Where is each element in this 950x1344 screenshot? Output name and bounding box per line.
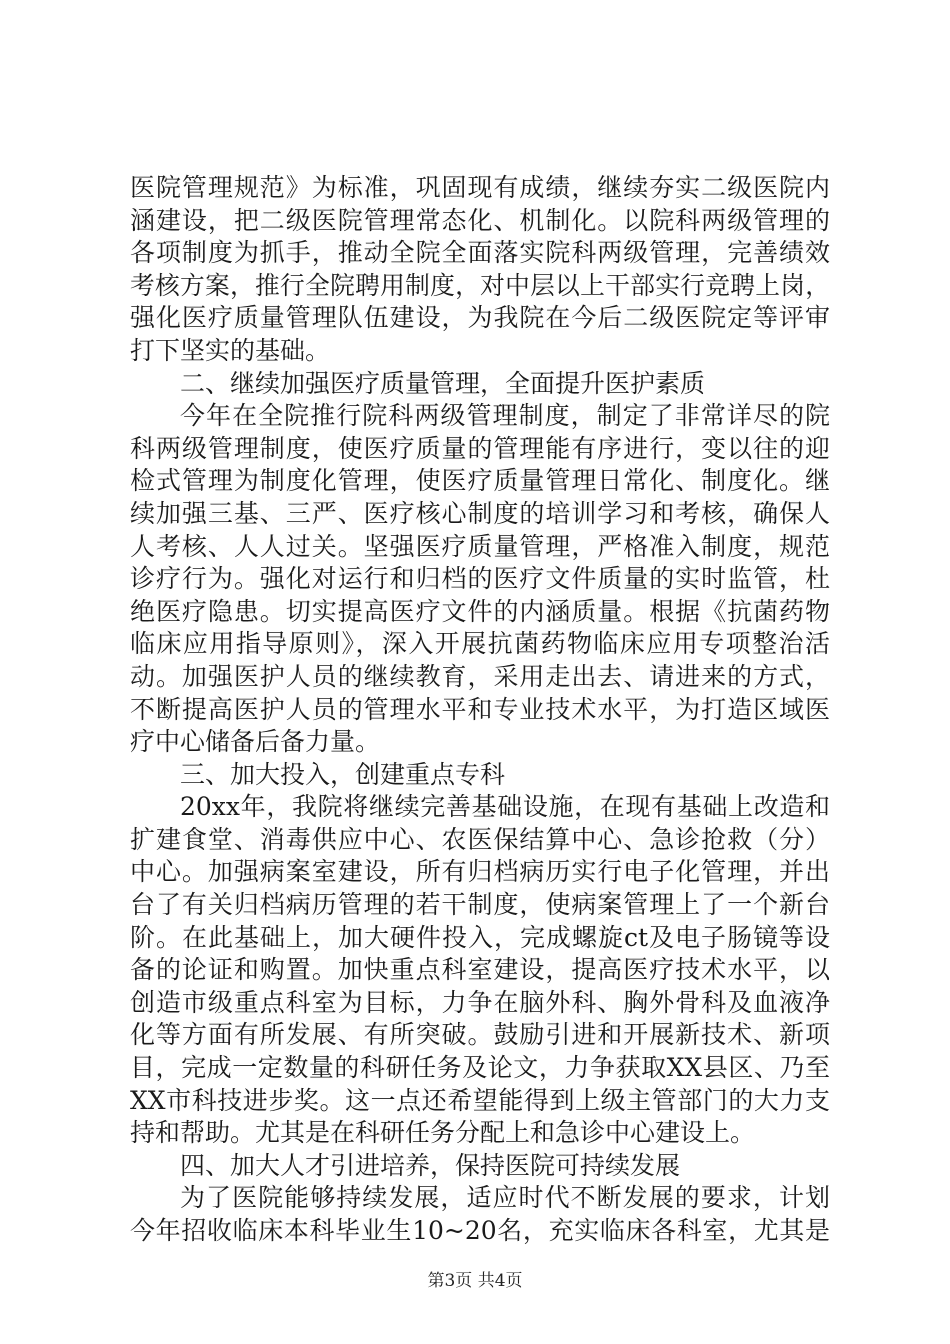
text-line: 打下坚实的基础。 <box>130 335 331 365</box>
text-line: 化等方面有所发展、有所突破。鼓励引进和开展新技术、新项 <box>130 1020 830 1050</box>
text-line: 科两级管理制度，使医疗质量的管理能有序进行，变以往的迎 <box>130 433 830 463</box>
text-line: 涵建设，把二级医院管理常态化、机制化。以院科两级管理的 <box>130 205 830 235</box>
section-heading: 三、加大投入，创建重点专科 <box>180 759 506 789</box>
text-line: 医院管理规范》为标准，巩固现有成绩，继续夯实二级医院内 <box>130 173 830 202</box>
text-line: 临床应用指导原则》，深入开展抗菌药物临床应用专项整治活 <box>130 629 830 659</box>
text-line: 台了有关归档病历管理的若干制度，使病案管理上了一个新台 <box>130 890 830 920</box>
text-line: 创造市级重点科室为目标，力争在脑外科、胸外骨科及血液净 <box>130 987 830 1017</box>
text-line: 20xx年，我院将继续完善基础设施，在现有基础上改造和 <box>180 792 830 822</box>
text-line: 为了医院能够持续发展，适应时代不断发展的要求，计划 <box>180 1183 830 1213</box>
text-line: 今年招收临床本科毕业生10~20名，充实临床各科室，尤其是 <box>130 1216 830 1245</box>
text-line: 阶。在此基础上，加大硬件投入，完成螺旋ct及电子肠镜等设 <box>130 922 830 952</box>
text-line: 持和帮助。尤其是在科研任务分配上和急诊中心建设上。 <box>130 1118 756 1148</box>
text-line: 续加强三基、三严、医疗核心制度的培训学习和考核，确保人 <box>130 498 830 528</box>
text-line: 目，完成一定数量的科研任务及论文，力争获取XX县区、乃至 <box>130 1053 830 1083</box>
text-line: 人考核、人人过关。坚强医疗质量管理，严格准入制度，规范 <box>130 531 830 561</box>
document-body <box>130 172 830 1248</box>
section-heading: 二、继续加强医疗质量管理，全面提升医护素质 <box>180 368 706 398</box>
text-line: 中心。加强病案室建设，所有归档病历实行电子化管理，并出 <box>130 857 830 887</box>
text-line: 扩建食堂、消毒供应中心、农医保结算中心、急诊抢救（分） <box>130 824 830 854</box>
text-line: 诊疗行为。强化对运行和归档的医疗文件质量的实时监管，杜 <box>130 564 830 594</box>
page-footer: 第3页 共4页 <box>427 1271 523 1291</box>
text-line: 疗中心储备后备力量。 <box>130 727 381 757</box>
section-heading: 四、加大人才引进培养，保持医院可持续发展 <box>180 1150 681 1180</box>
text-line: 今年在全院推行院科两级管理制度，制定了非常详尽的院 <box>180 401 830 431</box>
text-line: 检式管理为制度化管理，使医疗质量管理日常化、制度化。继 <box>130 466 830 496</box>
text-line: 备的论证和购置。加快重点科室建设，提高医疗技术水平，以 <box>130 955 830 985</box>
text-line: 考核方案，推行全院聘用制度，对中层以上干部实行竞聘上岗， <box>130 270 830 300</box>
text-line: 各项制度为抓手，推动全院全面落实院科两级管理，完善绩效 <box>130 238 830 268</box>
text-line: 绝医疗隐患。切实提高医疗文件的内涵质量。根据《抗菌药物 <box>130 596 830 626</box>
text-line: 不断提高医护人员的管理水平和专业技术水平，为打造区域医 <box>130 694 830 724</box>
text-line: 动。加强医护人员的继续教育，采用走出去、请进来的方式， <box>130 661 830 691</box>
text-line: 强化医疗质量管理队伍建设，为我院在今后二级医院定等评审 <box>130 303 830 333</box>
text-line: XX市科技进步奖。这一点还希望能得到上级主管部门的大力支 <box>130 1085 830 1115</box>
